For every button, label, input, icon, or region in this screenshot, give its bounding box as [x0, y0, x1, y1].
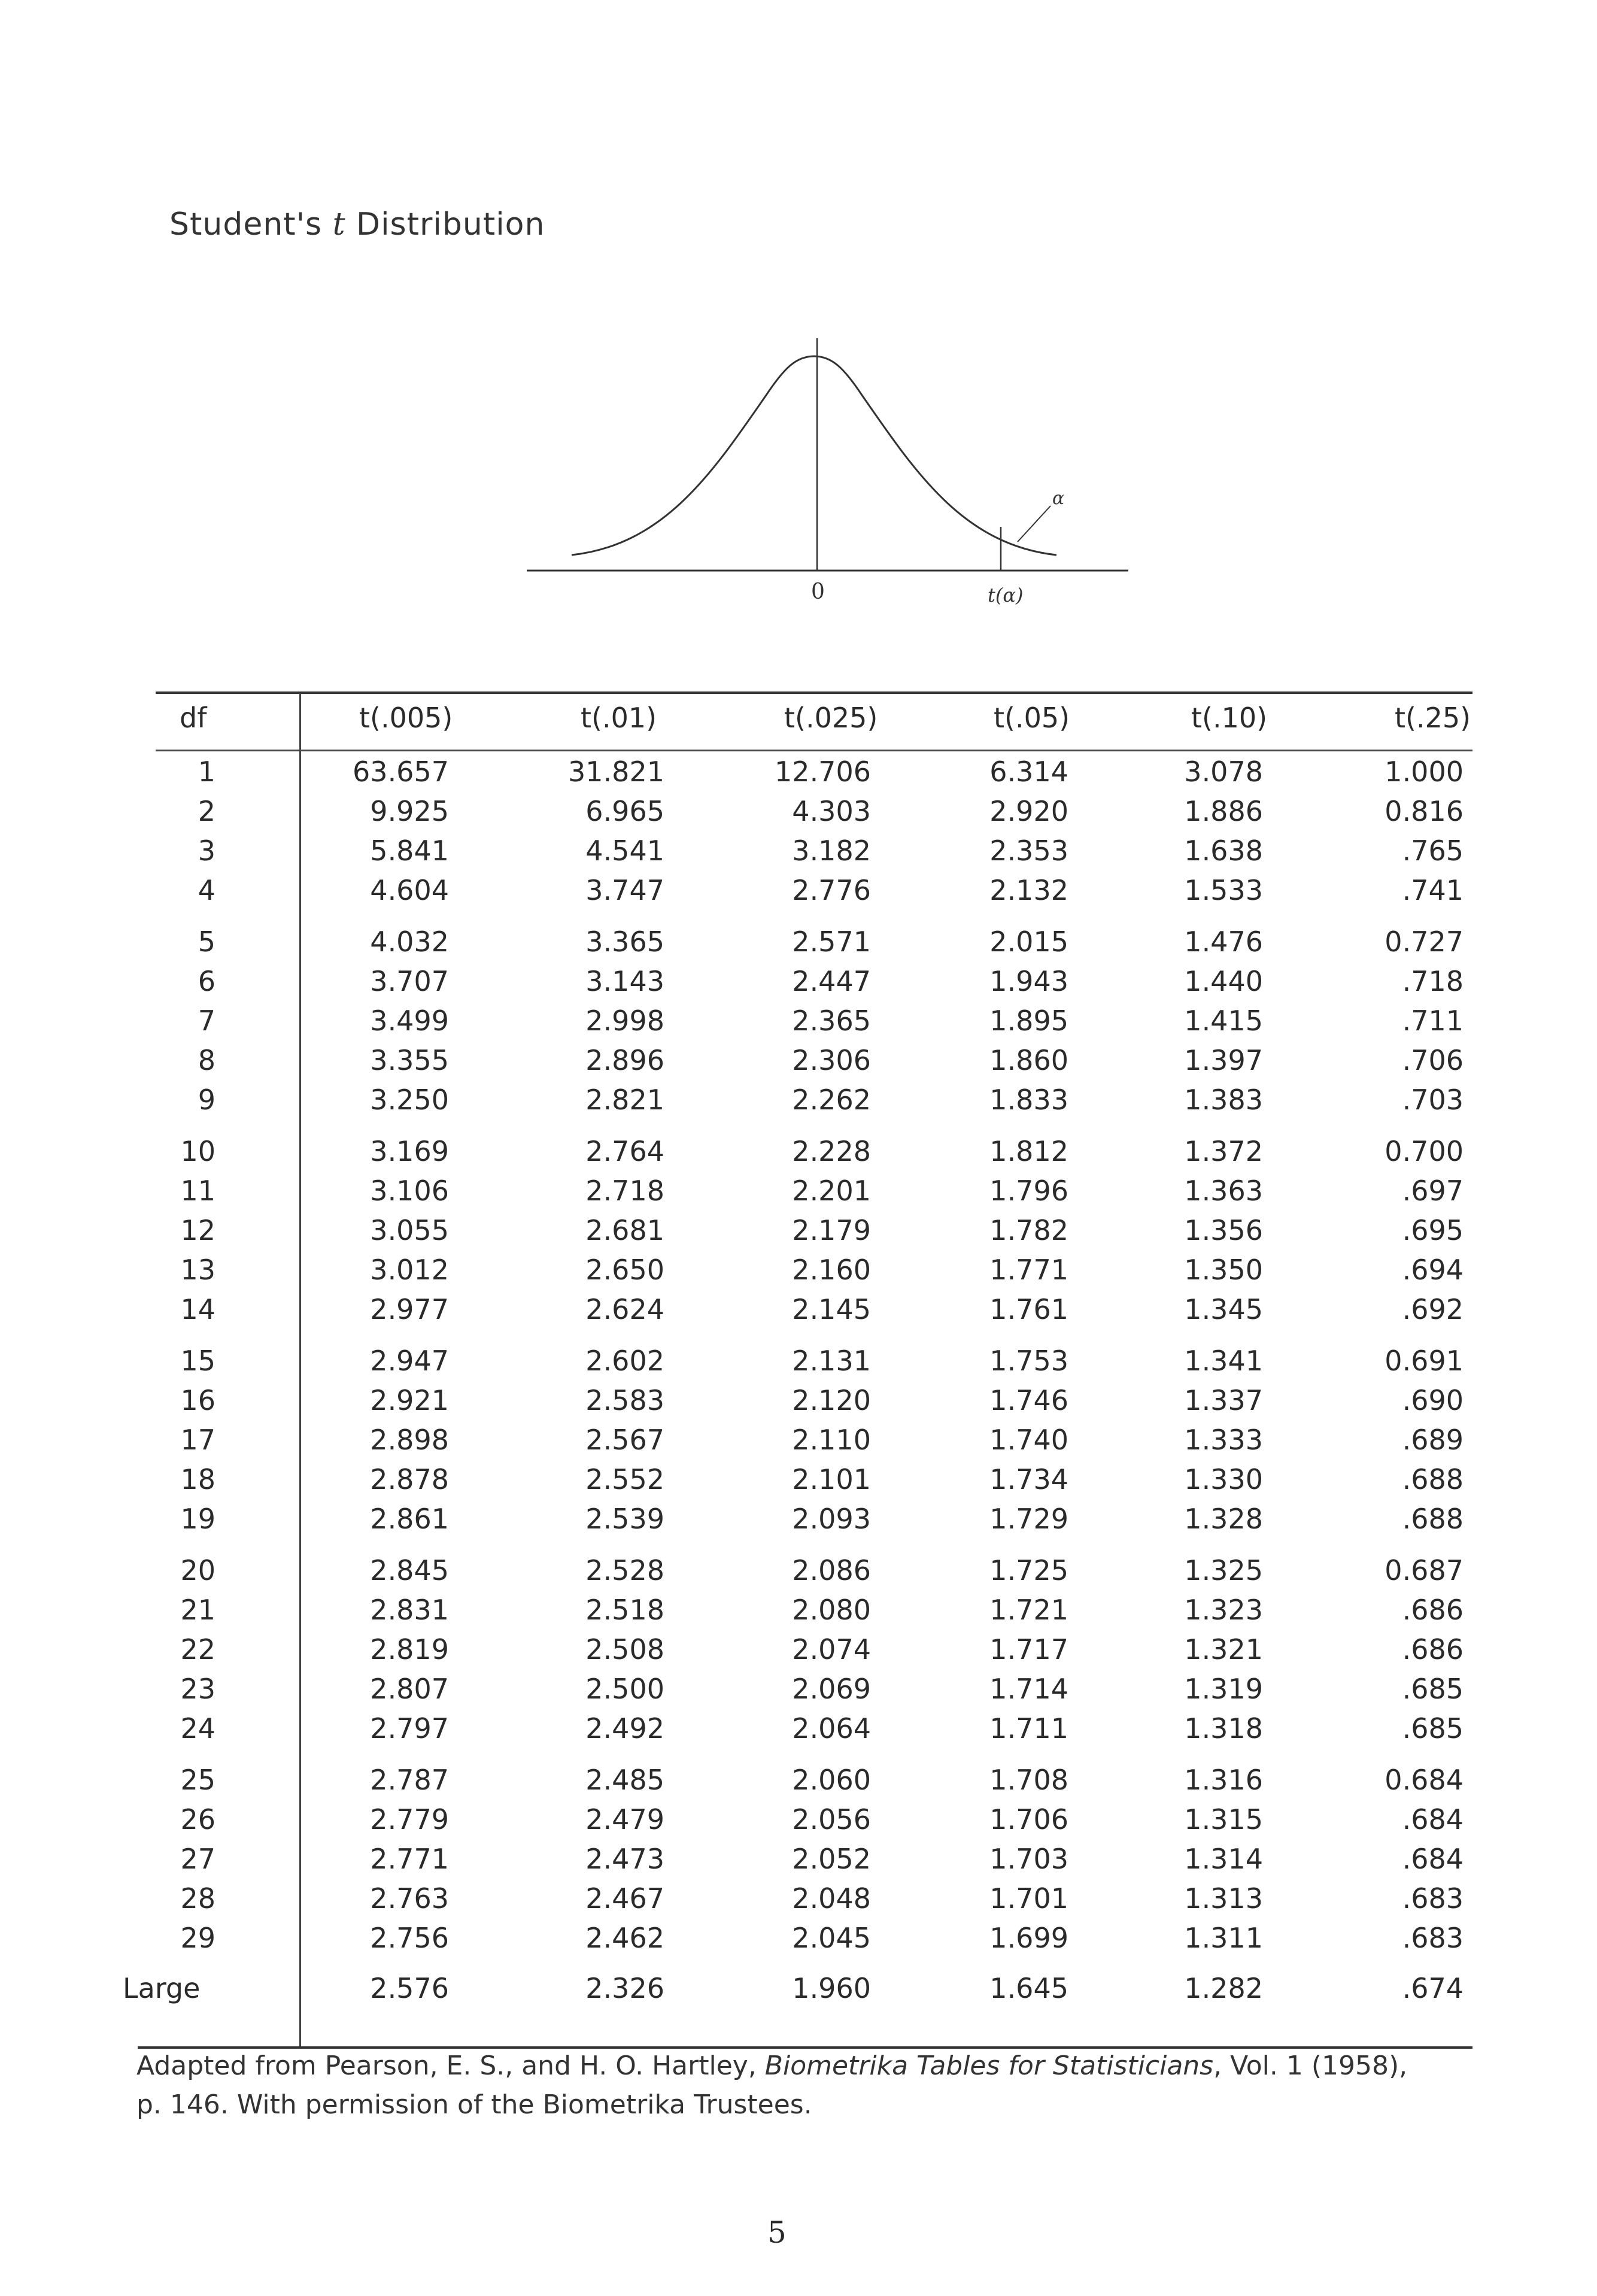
table-cell: 0.700: [1385, 1135, 1464, 1167]
df-value: 28: [180, 1882, 215, 1915]
table-cell: 2.306: [792, 1044, 871, 1076]
table-df-divider: [299, 693, 301, 2047]
column-header: t(.10): [1191, 702, 1268, 734]
table-cell: 2.500: [585, 1673, 664, 1705]
table-cell: 2.576: [370, 1972, 449, 2004]
table-cell: 1.740: [989, 1424, 1068, 1456]
table-cell: 2.583: [585, 1384, 664, 1417]
df-value: 24: [180, 1712, 215, 1745]
table-cell: 4.032: [370, 926, 449, 958]
table-cell: 4.604: [370, 874, 449, 906]
table-cell: 31.821: [568, 756, 664, 788]
df-value: 3: [198, 835, 215, 867]
table-cell: 2.552: [585, 1463, 664, 1496]
table-cell: 2.624: [585, 1293, 664, 1326]
table-cell: 2.201: [792, 1175, 871, 1207]
table-cell: 2.831: [370, 1594, 449, 1626]
table-cell: 6.965: [585, 795, 664, 827]
table-cell: 1.000: [1385, 756, 1464, 788]
table-cell: 1.315: [1184, 1803, 1263, 1836]
table-cell: 2.764: [585, 1135, 664, 1167]
table-cell: 2.160: [792, 1254, 871, 1286]
table-cell: 1.313: [1184, 1882, 1263, 1915]
table-cell: 2.896: [585, 1044, 664, 1076]
table-cell: .765: [1402, 835, 1464, 867]
table-cell: 2.485: [585, 1764, 664, 1796]
table-cell: 3.143: [585, 965, 664, 997]
table-cell: 1.812: [989, 1135, 1068, 1167]
table-cell: 1.330: [1184, 1463, 1263, 1496]
table-cell: 2.921: [370, 1384, 449, 1417]
table-cell: 0.816: [1385, 795, 1464, 827]
table-cell: 2.056: [792, 1803, 871, 1836]
table-cell: 3.355: [370, 1044, 449, 1076]
df-value: 9: [198, 1084, 215, 1116]
table-cell: 1.746: [989, 1384, 1068, 1417]
table-cell: 1.761: [989, 1293, 1068, 1326]
table-cell: 2.845: [370, 1554, 449, 1587]
table-cell: 1.316: [1184, 1764, 1263, 1796]
df-value: 1: [198, 756, 215, 788]
table-cell: 2.650: [585, 1254, 664, 1286]
table-cell: 2.508: [585, 1633, 664, 1666]
footnote-line-1: Adapted from Pearson, E. S., and H. O. Hartley, Biometrika Tables for Statisticians, Vol. 1 (1958),: [136, 2051, 1408, 2081]
table-cell: 2.763: [370, 1882, 449, 1915]
t-alpha-label: t(α): [988, 584, 1024, 606]
table-cell: 2.821: [585, 1084, 664, 1116]
table-cell: 2.878: [370, 1463, 449, 1496]
column-header: t(.025): [784, 702, 878, 734]
table-cell: 3.055: [370, 1214, 449, 1246]
table-cell: 2.977: [370, 1293, 449, 1326]
table-cell: 12.706: [775, 756, 871, 788]
table-cell: 2.797: [370, 1712, 449, 1745]
table-cell: 2.045: [792, 1922, 871, 1954]
table-cell: .683: [1402, 1922, 1464, 1954]
table-cell: 2.518: [585, 1594, 664, 1626]
table-cell: 2.807: [370, 1673, 449, 1705]
table-cell: 1.323: [1184, 1594, 1263, 1626]
table-cell: 0.684: [1385, 1764, 1464, 1796]
table-cell: .703: [1402, 1084, 1464, 1116]
table-cell: 3.499: [370, 1005, 449, 1037]
table-cell: 0.727: [1385, 926, 1464, 958]
df-value: 2: [198, 795, 215, 827]
table-cell: 0.691: [1385, 1345, 1464, 1377]
table-cell: 1.319: [1184, 1673, 1263, 1705]
table-cell: 1.833: [989, 1084, 1068, 1116]
table-cell: 1.356: [1184, 1214, 1263, 1246]
table-cell: 2.101: [792, 1463, 871, 1496]
table-cell: .695: [1402, 1214, 1464, 1246]
table-cell: 2.473: [585, 1843, 664, 1875]
table-cell: 2.602: [585, 1345, 664, 1377]
table-cell: .692: [1402, 1293, 1464, 1326]
table-cell: 2.756: [370, 1922, 449, 1954]
column-header: t(.005): [359, 702, 453, 734]
table-cell: 2.447: [792, 965, 871, 997]
table-cell: 3.106: [370, 1175, 449, 1207]
table-cell: 1.711: [989, 1712, 1068, 1745]
table-cell: .686: [1402, 1633, 1464, 1666]
table-cell: 1.753: [989, 1345, 1068, 1377]
table-top-rule: [156, 691, 1472, 694]
df-value: Large: [123, 1972, 201, 2004]
table-cell: 2.080: [792, 1594, 871, 1626]
table-cell: .689: [1402, 1424, 1464, 1456]
df-value: 10: [180, 1135, 215, 1167]
table-cell: 1.372: [1184, 1135, 1263, 1167]
table-cell: .683: [1402, 1882, 1464, 1915]
df-value: 13: [180, 1254, 215, 1286]
table-cell: 2.064: [792, 1712, 871, 1745]
table-cell: 2.771: [370, 1843, 449, 1875]
table-cell: .690: [1402, 1384, 1464, 1417]
table-cell: .684: [1402, 1803, 1464, 1836]
table-cell: 1.645: [989, 1972, 1068, 2004]
table-cell: 2.571: [792, 926, 871, 958]
table-cell: .674: [1402, 1972, 1464, 2004]
table-cell: .697: [1402, 1175, 1464, 1207]
table-cell: 2.819: [370, 1633, 449, 1666]
df-value: 8: [198, 1044, 215, 1076]
table-cell: 1.333: [1184, 1424, 1263, 1456]
table-cell: 1.708: [989, 1764, 1068, 1796]
table-cell: 3.078: [1184, 756, 1263, 788]
table-cell: 6.314: [989, 756, 1068, 788]
df-value: 18: [180, 1463, 215, 1496]
table-cell: 1.476: [1184, 926, 1263, 958]
table-cell: 1.341: [1184, 1345, 1263, 1377]
table-cell: 9.925: [370, 795, 449, 827]
table-cell: 1.328: [1184, 1503, 1263, 1535]
df-value: 20: [180, 1554, 215, 1587]
table-cell: 1.701: [989, 1882, 1068, 1915]
table-cell: 3.012: [370, 1254, 449, 1286]
table-cell: 1.771: [989, 1254, 1068, 1286]
df-header: df: [180, 702, 207, 734]
table-cell: 1.960: [792, 1972, 871, 2004]
df-value: 17: [180, 1424, 215, 1456]
table-cell: .706: [1402, 1044, 1464, 1076]
table-cell: 2.145: [792, 1293, 871, 1326]
table-cell: 3.169: [370, 1135, 449, 1167]
table-cell: 1.325: [1184, 1554, 1263, 1587]
table-cell: 1.345: [1184, 1293, 1263, 1326]
table-cell: 2.776: [792, 874, 871, 906]
table-cell: 1.796: [989, 1175, 1068, 1207]
table-cell: 2.861: [370, 1503, 449, 1535]
table-cell: 5.841: [370, 835, 449, 867]
df-value: 14: [180, 1293, 215, 1326]
table-cell: 1.729: [989, 1503, 1068, 1535]
table-cell: 2.467: [585, 1882, 664, 1915]
column-header: t(.25): [1395, 702, 1471, 734]
table-cell: 1.699: [989, 1922, 1068, 1954]
table-cell: .684: [1402, 1843, 1464, 1875]
table-cell: 2.920: [989, 795, 1068, 827]
df-value: 25: [180, 1764, 215, 1796]
table-cell: 2.015: [989, 926, 1068, 958]
footnote-line-2: p. 146. With permission of the Biometrika Trustees.: [136, 2089, 812, 2120]
table-cell: .718: [1402, 965, 1464, 997]
table-cell: 2.898: [370, 1424, 449, 1456]
table-cell: 2.947: [370, 1345, 449, 1377]
table-cell: 1.282: [1184, 1972, 1263, 2004]
table-cell: 3.182: [792, 835, 871, 867]
table-cell: 1.383: [1184, 1084, 1263, 1116]
table-cell: 2.262: [792, 1084, 871, 1116]
bell-curve: [572, 356, 1056, 555]
table-header-rule: [156, 750, 1472, 751]
table-cell: 4.303: [792, 795, 871, 827]
table-cell: 1.717: [989, 1633, 1068, 1666]
table-cell: 3.707: [370, 965, 449, 997]
table-cell: 2.479: [585, 1803, 664, 1836]
column-header: t(.01): [581, 702, 657, 734]
df-value: 21: [180, 1594, 215, 1626]
df-value: 19: [180, 1503, 215, 1535]
df-value: 27: [180, 1843, 215, 1875]
table-cell: .685: [1402, 1712, 1464, 1745]
df-value: 22: [180, 1633, 215, 1666]
table-cell: .694: [1402, 1254, 1464, 1286]
table-cell: 3.747: [585, 874, 664, 906]
table-cell: 2.052: [792, 1843, 871, 1875]
table-cell: 1.337: [1184, 1384, 1263, 1417]
table-cell: 1.706: [989, 1803, 1068, 1836]
table-cell: 2.086: [792, 1554, 871, 1587]
df-value: 6: [198, 965, 215, 997]
table-cell: 2.718: [585, 1175, 664, 1207]
table-cell: 1.725: [989, 1554, 1068, 1587]
table-cell: 1.311: [1184, 1922, 1263, 1954]
df-value: 26: [180, 1803, 215, 1836]
table-cell: 1.886: [1184, 795, 1263, 827]
df-value: 11: [180, 1175, 215, 1207]
table-cell: 0.687: [1385, 1554, 1464, 1587]
table-cell: 2.365: [792, 1005, 871, 1037]
df-value: 23: [180, 1673, 215, 1705]
table-cell: 1.943: [989, 965, 1068, 997]
table-cell: 1.703: [989, 1843, 1068, 1875]
table-cell: 1.714: [989, 1673, 1068, 1705]
table-cell: 2.048: [792, 1882, 871, 1915]
df-value: 12: [180, 1214, 215, 1246]
t-distribution-figure: [515, 335, 1137, 623]
table-cell: .688: [1402, 1503, 1464, 1535]
table-cell: 2.110: [792, 1424, 871, 1456]
table-cell: 2.492: [585, 1712, 664, 1745]
table-cell: 1.638: [1184, 835, 1263, 867]
table-cell: 1.533: [1184, 874, 1263, 906]
table-cell: 1.350: [1184, 1254, 1263, 1286]
table-cell: 1.782: [989, 1214, 1068, 1246]
table-cell: 1.895: [989, 1005, 1068, 1037]
alpha-arrow: [1018, 506, 1051, 542]
table-cell: 2.179: [792, 1214, 871, 1246]
alpha-label: α: [1052, 488, 1065, 509]
table-cell: 2.326: [585, 1972, 664, 2004]
table-cell: 1.440: [1184, 965, 1263, 997]
table-cell: 1.721: [989, 1594, 1068, 1626]
page-number: 5: [767, 2215, 787, 2250]
table-cell: 2.228: [792, 1135, 871, 1167]
table-cell: 2.074: [792, 1633, 871, 1666]
table-cell: .686: [1402, 1594, 1464, 1626]
df-value: 15: [180, 1345, 215, 1377]
table-cell: 2.787: [370, 1764, 449, 1796]
df-value: 4: [198, 874, 215, 906]
table-cell: 2.681: [585, 1214, 664, 1246]
table-cell: .711: [1402, 1005, 1464, 1037]
table-cell: 1.318: [1184, 1712, 1263, 1745]
table-cell: 2.120: [792, 1384, 871, 1417]
table-cell: 1.314: [1184, 1843, 1263, 1875]
table-cell: 2.131: [792, 1345, 871, 1377]
table-cell: 2.069: [792, 1673, 871, 1705]
table-cell: 1.415: [1184, 1005, 1263, 1037]
table-cell: 2.779: [370, 1803, 449, 1836]
table-bottom-rule: [138, 2046, 1472, 2049]
table-cell: 3.365: [585, 926, 664, 958]
table-cell: .688: [1402, 1463, 1464, 1496]
df-value: 7: [198, 1005, 215, 1037]
table-cell: 2.060: [792, 1764, 871, 1796]
table-cell: 4.541: [585, 835, 664, 867]
df-value: 16: [180, 1384, 215, 1417]
df-value: 5: [198, 926, 215, 958]
column-header: t(.05): [994, 702, 1070, 734]
table-cell: 1.397: [1184, 1044, 1263, 1076]
table-cell: 1.321: [1184, 1633, 1263, 1666]
table-cell: 2.539: [585, 1503, 664, 1535]
table-cell: 2.528: [585, 1554, 664, 1587]
table-cell: 1.860: [989, 1044, 1068, 1076]
table-cell: 2.998: [585, 1005, 664, 1037]
table-cell: 2.132: [989, 874, 1068, 906]
table-cell: .685: [1402, 1673, 1464, 1705]
table-cell: 2.567: [585, 1424, 664, 1456]
table-cell: 63.657: [353, 756, 449, 788]
page-title: Student's t Distribution: [169, 207, 545, 242]
table-cell: 1.734: [989, 1463, 1068, 1496]
df-value: 29: [180, 1922, 215, 1954]
table-cell: 1.363: [1184, 1175, 1263, 1207]
zero-label: 0: [811, 580, 825, 604]
table-cell: 3.250: [370, 1084, 449, 1116]
table-cell: 2.462: [585, 1922, 664, 1954]
table-cell: 2.093: [792, 1503, 871, 1535]
table-cell: .741: [1402, 874, 1464, 906]
table-cell: 2.353: [989, 835, 1068, 867]
